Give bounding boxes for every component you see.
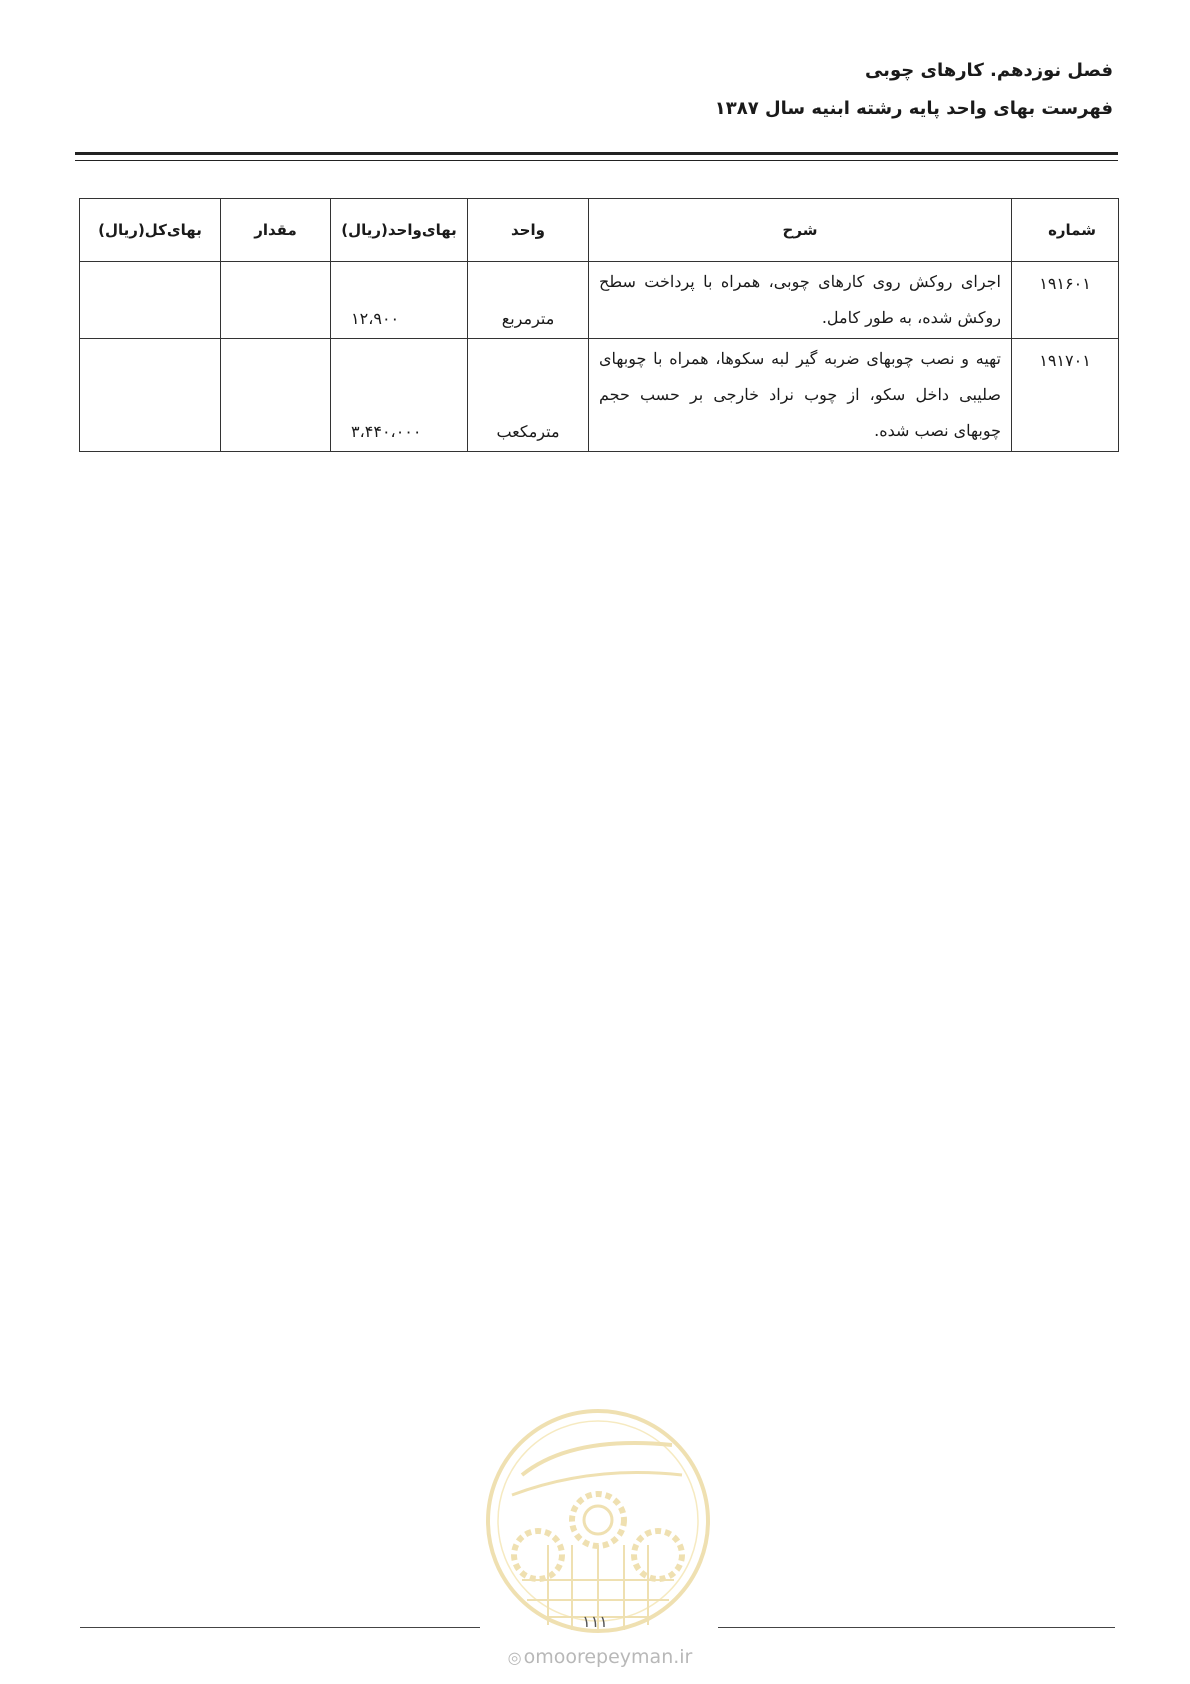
item-unit: مترمکعب <box>468 339 589 452</box>
item-description: تهیه و نصب چوبهای ضربه گیر لبه سکوها، همراه با چوبهای صلیبی داخل سکو، از چوب نراد خارجی بر حسب حجم چوبهای نصب شده. <box>589 339 1012 452</box>
watermark <box>495 1646 705 1668</box>
item-unit-price: ۳،۴۴۰،۰۰۰ <box>331 339 468 452</box>
instagram-icon: ◎ <box>507 1648 522 1667</box>
item-total-price <box>80 339 221 452</box>
column-header-unit-price: بهای‌واحد(ریال) <box>331 199 468 262</box>
item-total-price <box>80 262 221 339</box>
chapter-title: فصل نوزدهم. کارهای چوبی <box>864 60 1113 81</box>
item-number: ۱۹۱۶۰۱ <box>1012 262 1119 339</box>
item-description: اجرای روکش روی کارهای چوبی، همراه با پرداخت سطح روکش شده، به طور کامل. <box>589 262 1012 339</box>
footer-divider-left <box>80 1627 480 1628</box>
price-table <box>79 198 1119 452</box>
column-header-unit: واحد <box>468 199 589 262</box>
column-header-quantity: مقدار <box>221 199 331 262</box>
item-unit: مترمربع <box>468 262 589 339</box>
price-list-title: فهرست بهای واحد پایه رشته ابنیه سال ۱۳۸۷ <box>714 98 1113 119</box>
page-header <box>73 58 1113 122</box>
column-header-description: شرح <box>589 199 1012 262</box>
page-number: ۱۱۱ <box>582 1612 608 1631</box>
item-unit-price: ۱۲،۹۰۰ <box>331 262 468 339</box>
table-row <box>80 262 1119 339</box>
column-header-number: شماره <box>1012 199 1119 262</box>
item-quantity <box>221 262 331 339</box>
item-quantity <box>221 339 331 452</box>
column-header-total-price: بهای‌کل(ریال) <box>80 199 221 262</box>
item-number: ۱۹۱۷۰۱ <box>1012 339 1119 452</box>
footer-divider-right <box>718 1627 1115 1628</box>
seal-logo <box>482 1405 714 1637</box>
table-row <box>80 339 1119 452</box>
table-header-row <box>80 199 1119 262</box>
header-divider <box>75 152 1118 161</box>
watermark-text: omoorepeyman.ir <box>523 1646 693 1668</box>
